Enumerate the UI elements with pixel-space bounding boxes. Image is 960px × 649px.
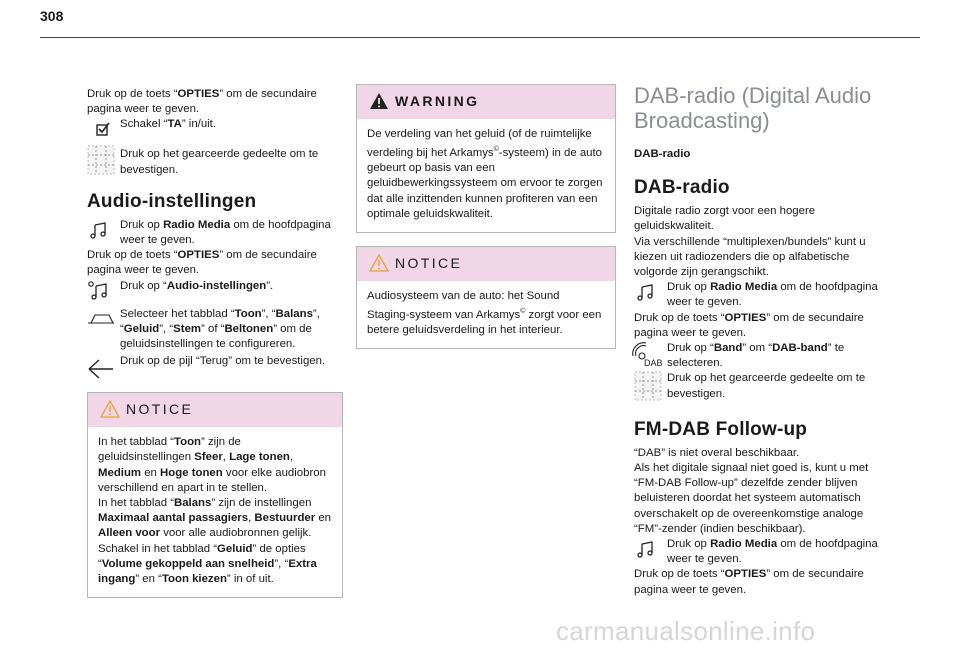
dab-signal-icon	[632, 342, 664, 368]
column-left	[87, 87, 343, 598]
hatched-area-icon	[634, 371, 662, 401]
section-heading-fm-dab: FM-DAB Follow-up	[634, 418, 808, 440]
warning-filled-icon	[369, 92, 389, 110]
checkbox-icon	[87, 118, 115, 140]
options-instruction-2: Druk op de toets “OPTIES” om de secundaire pagina weer te geven.	[87, 249, 317, 277]
options-instruction: Druk op de toets “OPTIES” om de secundaire pagina weer te geven.	[87, 88, 317, 116]
music-note-icon	[634, 538, 662, 560]
tab-bar-icon	[87, 308, 115, 330]
watermark: carmanualsonline.info	[556, 616, 816, 646]
section-heading-audio: Audio-instellingen	[87, 190, 257, 212]
notice-body: In het tabblad “Toon” zijn de geluidsinstellingen Sfeer, Lage tonen, Medium en Hoge tonen voor elke audiobron verschillend en apart in te stellen. In het tabblad “Balans” zijn de instellingen Maximaal aantal passagiers, Bestuurder en Alleen voor voor alle audiobronnen gelijk. Schakel in het tabblad “Geluid” de opties “Volume gekoppeld aan snelheid”, “Extra ingang” en “Toon kiezen” in of uit.	[98, 436, 332, 586]
hatched-confirm-row-2: Druk op het gearceerde gedeelte om te bevestigen.	[634, 371, 884, 401]
audio-settings-row: Druk op “Audio-instellingen”.	[87, 279, 343, 299]
warning-triangle-icon	[100, 400, 120, 418]
dab-para-1: Digitale radio zorgt voor een hogere geluidskwaliteit.	[634, 205, 816, 233]
music-note-icon	[87, 219, 115, 241]
chapter-title: DAB-radio (Digital Audio Broadcasting)	[634, 83, 872, 133]
music-settings-icon	[87, 280, 115, 302]
notice-header-2	[357, 247, 615, 281]
column-right	[634, 83, 884, 598]
back-arrow-row: Druk op de pijl “Terug” om te bevestigen.	[87, 354, 343, 374]
header-divider	[40, 37, 920, 38]
notice-title: NOTICE	[126, 401, 194, 418]
radio-media-row: Druk op Radio Media om de hoofdpagina weer te geven.	[87, 218, 343, 248]
dab-icon-label: DAB	[644, 358, 663, 369]
notice-title-2: NOTICE	[395, 255, 463, 272]
ta-toggle-row: Schakel “TA” in/uit.	[87, 117, 343, 137]
subtitle: DAB-radio	[634, 148, 691, 160]
warning-box	[356, 84, 616, 233]
warning-title: WARNING	[395, 93, 480, 109]
music-note-icon	[634, 281, 662, 303]
radio-media-row-3: Druk op Radio Media om de hoofdpagina weer te geven.	[634, 537, 884, 567]
column-middle	[356, 84, 616, 349]
fm-dab-para-1: “DAB” is niet overal beschikbaar.	[634, 446, 800, 459]
options-instruction-4: Druk op de toets “OPTIES” om de secundaire pagina weer te geven.	[634, 568, 864, 596]
tabs-row: Selecteer het tabblad “Toon”, “Balans”, “Geluid”, “Stem” of “Beltonen” om de geluidsinstellingen te configureren.	[87, 307, 343, 353]
warning-triangle-icon	[369, 254, 389, 272]
section-heading-dab: DAB-radio	[634, 177, 730, 199]
notice-box-audio	[87, 392, 343, 598]
dab-para-2: Via verschillende “multiplexen/bundels” kunt u kiezen uit radiozenders die op alfabetische volgorde zijn gerangschikt.	[634, 235, 866, 279]
warning-header	[357, 85, 615, 119]
notice-header	[88, 393, 342, 427]
hatched-area-icon	[87, 145, 115, 175]
band-row: DAB Druk op “Band” om “DAB-band” te selecteren.	[634, 341, 884, 371]
options-instruction-3: Druk op de toets “OPTIES” om de secundaire pagina weer te geven.	[634, 311, 864, 339]
back-arrow-icon	[87, 355, 115, 381]
warning-body: De verdeling van het geluid (of de ruimtelijke verdeling bij het Arkamys©-systeem) in de auto gebeurt op basis van een geluidbewerkingssysteem om ervoor te zorgen dat alle inzittenden kunnen profiteren van een optimale geluidskwaliteit.	[367, 128, 603, 220]
hatched-confirm-row: Druk op het gearceerde gedeelte om te bevestigen.	[87, 147, 343, 177]
radio-media-row-2: Druk op Radio Media om de hoofdpagina weer te geven.	[634, 280, 884, 310]
fm-dab-para-2: Als het digitale signaal niet goed is, kunt u met “FM-DAB Follow-up” dezelfde zender blijven beluisteren doordat het systeem automatisch overschakelt op de overeenkomstige analoge “FM”-zender (indien beschikbaar).	[634, 462, 869, 535]
notice-body-2: Audiosysteem van de auto: het Sound Staging-systeem van Arkamys© zorgt voor een betere geluidsverdeling in het interieur.	[367, 290, 602, 337]
notice-box-staging	[356, 246, 616, 349]
page-number: 308	[40, 8, 64, 24]
